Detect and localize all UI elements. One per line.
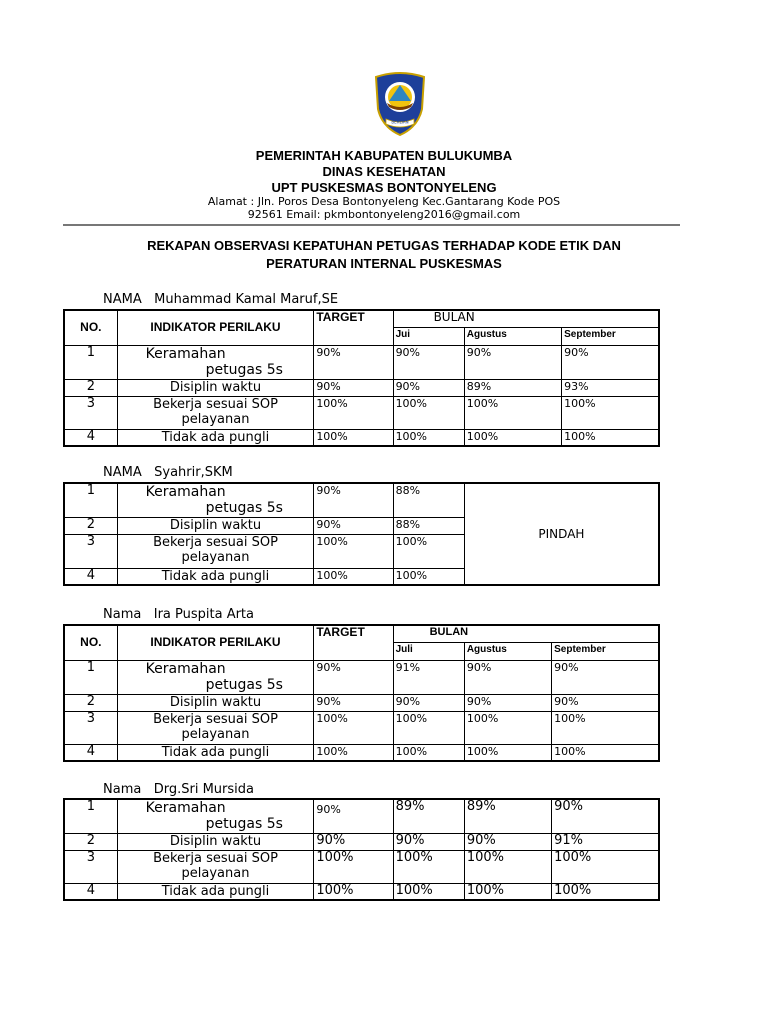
indicator-sop: Bekerja sesuai SOP pelayanan (117, 534, 314, 568)
indicator-keramahan: Keramahan petugas 5s (117, 483, 314, 517)
target-value: 100% (314, 883, 393, 900)
month-1-value: 100% (393, 429, 464, 446)
row-no: 2 (64, 833, 117, 850)
month-2-value: 89% (464, 799, 551, 833)
header-government: PEMERINTAH KABUPATEN BULUKUMBA (255, 148, 513, 163)
header-puskesmas: UPT PUSKESMAS BONTONYELENG (271, 180, 497, 195)
row-no: 2 (64, 379, 117, 396)
person-name-3: Nama Ira Puspita Arta (103, 607, 254, 622)
row-no: 4 (64, 883, 117, 900)
target-value: 90% (314, 345, 393, 379)
month-1-value: 100% (393, 744, 464, 761)
logo-text: BERLIAN (391, 119, 409, 125)
target-value: 90% (314, 799, 393, 833)
month-2-value: 90% (464, 833, 551, 850)
header-divider (63, 224, 680, 226)
month-2-value: 100% (464, 711, 551, 744)
target-value: 90% (314, 379, 393, 396)
col-no: NO. (64, 310, 117, 345)
header-address: Alamat : Jln. Poros Desa Bontonyeleng Kec.Gantarang Kode POS (207, 195, 561, 208)
month-1-value: 88% (393, 483, 464, 517)
month-2-value: 100% (464, 850, 551, 883)
target-value: 100% (314, 534, 393, 568)
col-indikator: INDIKATOR PERILAKU (117, 310, 314, 345)
row-no: 3 (64, 534, 117, 568)
indicator-pungli: Tidak ada pungli (117, 744, 314, 761)
row-no: 1 (64, 660, 117, 694)
person-name-4: Nama Drg.Sri Mursida (103, 782, 254, 797)
indicator-sop: Bekerja sesuai SOP pelayanan (117, 850, 314, 883)
month-1-value: 100% (393, 883, 464, 900)
target-value: 90% (314, 517, 393, 534)
target-value: 100% (314, 850, 393, 883)
month-2-value: 100% (464, 744, 551, 761)
col-bulan: BULAN (393, 625, 659, 642)
target-value: 100% (314, 711, 393, 744)
month-3-value: 90% (552, 799, 659, 833)
month-3-value: 100% (562, 396, 659, 429)
observation-table-3 (63, 624, 660, 762)
row-no: 3 (64, 711, 117, 744)
month-3: September (562, 327, 659, 345)
month-1-value: 100% (393, 396, 464, 429)
indicator-pungli: Tidak ada pungli (117, 429, 314, 446)
row-no: 1 (64, 483, 117, 517)
person-name-2: NAMA Syahrir,SKM (103, 465, 233, 480)
month-3-value: 90% (552, 694, 659, 711)
row-no: 4 (64, 744, 117, 761)
month-1-value: 90% (393, 379, 464, 396)
report-title-line1: REKAPAN OBSERVASI KEPATUHAN PETUGAS TERHADAP KODE ETIK DAN (147, 238, 621, 253)
month-2-value: 90% (464, 660, 551, 694)
target-value: 100% (314, 568, 393, 585)
indicator-disiplin: Disiplin waktu (117, 517, 314, 534)
row-no: 3 (64, 850, 117, 883)
header-email: 92561 Email: pkmbontonyeleng2016@gmail.com (247, 208, 521, 221)
month-1-value: 88% (393, 517, 464, 534)
month-1-value: 90% (393, 833, 464, 850)
month-3-value: 100% (552, 711, 659, 744)
indicator-sop: Bekerja sesuai SOP pelayanan (117, 396, 314, 429)
month-3-value: 90% (562, 345, 659, 379)
indicator-pungli: Tidak ada pungli (117, 568, 314, 585)
row-no: 2 (64, 517, 117, 534)
row-no: 4 (64, 568, 117, 585)
indicator-sop: Bekerja sesuai SOP pelayanan (117, 711, 314, 744)
month-1-value: 100% (393, 568, 464, 585)
month-1-value: 90% (393, 694, 464, 711)
target-value: 100% (314, 429, 393, 446)
target-value: 90% (314, 694, 393, 711)
indicator-keramahan: Keramahan petugas 5s (117, 660, 314, 694)
col-bulan: BULAN (393, 310, 659, 327)
month-1-value: 90% (393, 345, 464, 379)
month-3-value: 100% (562, 429, 659, 446)
regency-logo (372, 71, 428, 137)
col-target: TARGET (314, 310, 393, 345)
month-3-value: 100% (552, 850, 659, 883)
month-1-value: 100% (393, 711, 464, 744)
month-1-value: 91% (393, 660, 464, 694)
transfer-note: PINDAH (464, 483, 659, 585)
month-1-value: 100% (393, 534, 464, 568)
col-target: TARGET (314, 625, 393, 660)
indicator-disiplin: Disiplin waktu (117, 379, 314, 396)
month-1-value: 89% (393, 799, 464, 833)
col-no: NO. (64, 625, 117, 660)
month-2-value: 100% (464, 396, 561, 429)
target-value: 90% (314, 833, 393, 850)
month-3-value: 93% (562, 379, 659, 396)
row-no: 2 (64, 694, 117, 711)
target-value: 90% (314, 660, 393, 694)
month-2: Agustus (464, 327, 561, 345)
month-2-value: 100% (464, 429, 561, 446)
month-2-value: 100% (464, 883, 551, 900)
month-2: Agustus (464, 642, 551, 660)
observation-table-4 (63, 798, 660, 901)
target-value: 90% (314, 483, 393, 517)
month-1: Jui (393, 327, 464, 345)
indicator-keramahan: Keramahan petugas 5s (117, 345, 314, 379)
report-title-line2: PERATURAN INTERNAL PUSKESMAS (266, 256, 502, 271)
month-1: Juli (393, 642, 464, 660)
target-value: 100% (314, 396, 393, 429)
indicator-disiplin: Disiplin waktu (117, 833, 314, 850)
indicator-disiplin: Disiplin waktu (117, 694, 314, 711)
month-3-value: 100% (552, 744, 659, 761)
month-3: September (552, 642, 659, 660)
row-no: 1 (64, 345, 117, 379)
month-2-value: 90% (464, 345, 561, 379)
observation-table-2 (63, 482, 660, 586)
indicator-pungli: Tidak ada pungli (117, 883, 314, 900)
person-name-1: NAMA Muhammad Kamal Maruf,SE (103, 292, 339, 307)
month-3-value: 91% (552, 833, 659, 850)
row-no: 1 (64, 799, 117, 833)
month-1-value: 100% (393, 850, 464, 883)
col-indikator: INDIKATOR PERILAKU (117, 625, 314, 660)
month-3-value: 90% (552, 660, 659, 694)
row-no: 3 (64, 396, 117, 429)
target-value: 100% (314, 744, 393, 761)
month-2-value: 90% (464, 694, 551, 711)
observation-table-1 (63, 309, 660, 447)
indicator-keramahan: Keramahan petugas 5s (117, 799, 314, 833)
month-3-value: 100% (552, 883, 659, 900)
month-2-value: 89% (464, 379, 561, 396)
row-no: 4 (64, 429, 117, 446)
header-agency: DINAS KESEHATAN (322, 164, 446, 179)
